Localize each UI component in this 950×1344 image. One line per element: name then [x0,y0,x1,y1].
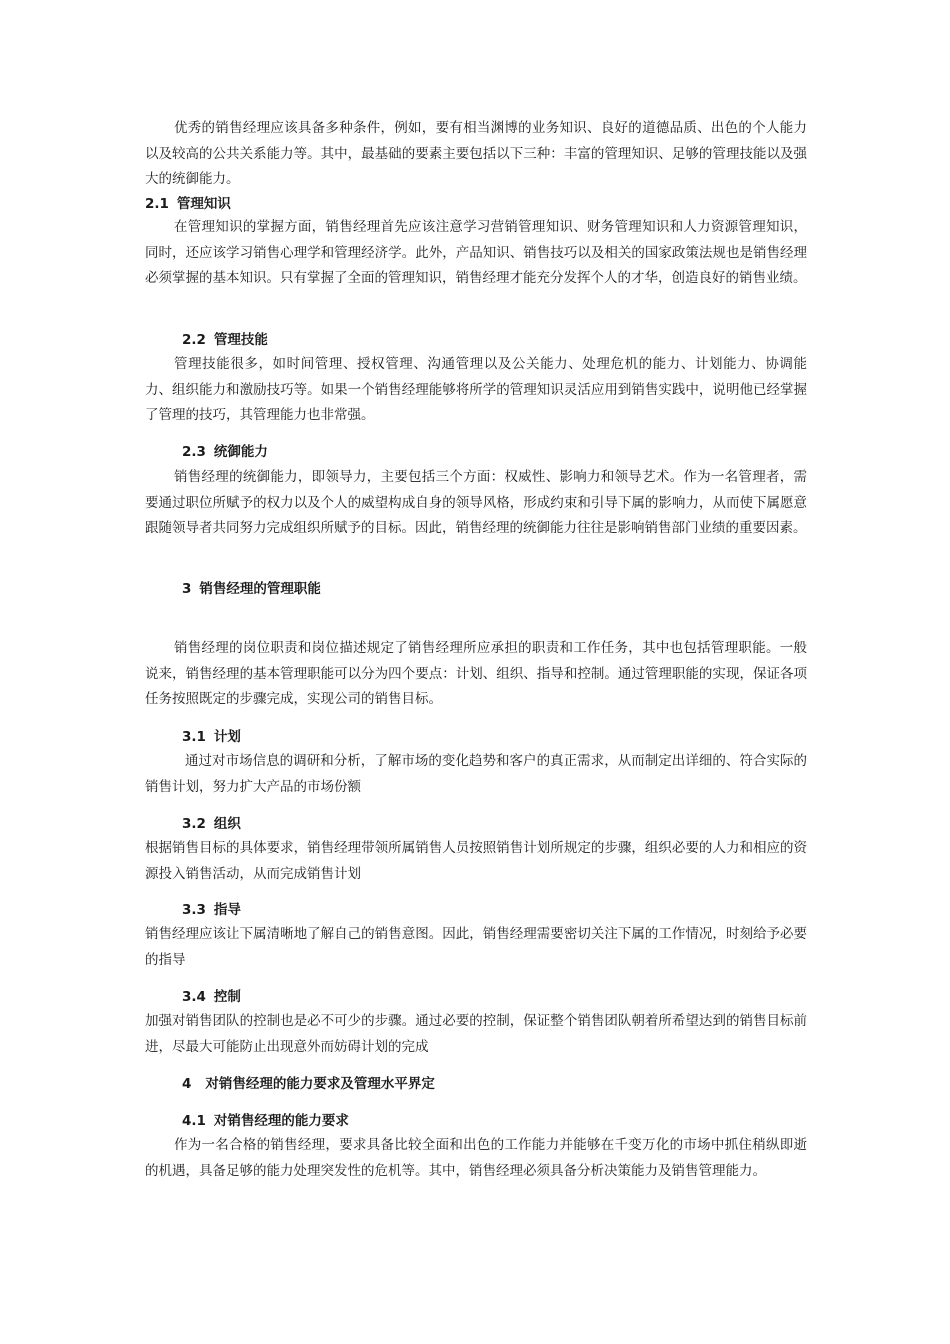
heading-4 [182,1073,435,1095]
heading-number: 3.4 [182,989,206,1005]
paragraph-3-2: 根据销售目标的具体要求，销售经理带领所属销售人员按照销售计划所规定的步骤，组织必要的人力和相应的资源投入销售活动，从而完成销售计划 [145,840,807,882]
heading-number: 3 [182,581,192,597]
paragraph-2-2: 管理技能很多，如时间管理、授权管理、沟通管理以及公关能力、处理危机的能力、计划能力、协调能力、组织能力和激励技巧等。如果一个销售经理能够将所学的管理知识灵活应用到销售实践中，说明他已经掌握了管理的技巧，其管理能力也非常强。 [145,356,807,423]
heading-2-1 [145,193,231,215]
paragraph-2-3: 销售经理的统御能力，即领导力，主要包括三个方面：权威性、影响力和领导艺术。作为一名管理者，需要通过职位所赋予的权力以及个人的威望构成自身的领导风格，形成约束和引导下属的影响力，从而使下属愿意跟随领导者共同努力完成组织所赋予的目标。因此，销售经理的统御能力往往是影响销售部门业绩的重要因素。 [145,469,807,536]
heading-3-4 [182,986,241,1008]
heading-number: 3.2 [182,816,206,832]
heading-number: 4 [182,1076,192,1092]
heading-number: 4.1 [182,1113,206,1129]
heading-title: 管理技能 [213,332,268,348]
heading-title: 管理知识 [176,196,231,212]
heading-number: 2.3 [182,444,206,460]
paragraph-3-4: 加强对销售团队的控制也是必不可少的步骤。通过必要的控制，保证整个销售团队朝着所希望达到的销售目标前进，尽最大可能防止出现意外而妨碍计划的完成 [145,1013,807,1055]
heading-2-3 [182,441,268,463]
heading-2-2 [182,329,268,351]
heading-title: 组织 [213,816,241,832]
heading-3-1 [182,726,241,748]
heading-title: 销售经理的管理职能 [199,581,321,597]
heading-3-3 [182,899,241,921]
paragraph-2-1: 在管理知识的掌握方面，销售经理首先应该注意学习营销管理知识、财务管理知识和人力资源管理知识，同时，还应该学习销售心理学和管理经济学。此外，产品知识、销售技巧以及相关的国家政策法规也是销售经理必须掌握的基本知识。只有掌握了全面的管理知识，销售经理才能充分发挥个人的才华，创造良好的销售业绩。 [145,219,807,286]
heading-3 [182,578,321,600]
paragraph-3-3: 销售经理应该让下属清晰地了解自己的销售意图。因此，销售经理需要密切关注下属的工作情况，时刻给予必要的指导 [145,926,807,968]
heading-number: 2.1 [145,196,169,212]
heading-title: 对销售经理的能力要求及管理水平界定 [205,1076,435,1092]
heading-4-1 [182,1110,349,1132]
heading-title: 对销售经理的能力要求 [213,1113,349,1129]
paragraph-3-1: 通过对市场信息的调研和分析，了解市场的变化趋势和客户的真正需求，从而制定出详细的、符合实际的销售计划，努力扩大产品的市场份额 [145,753,807,795]
heading-title: 控制 [213,989,241,1005]
paragraph-4-1: 作为一名合格的销售经理，要求具备比较全面和出色的工作能力并能够在千变万化的市场中抓住稍纵即逝的机遇，具备足够的能力处理突发性的危机等。其中，销售经理必须具备分析决策能力及销售管理能力。 [145,1137,807,1179]
heading-title: 指导 [213,902,241,918]
heading-number: 2.2 [182,332,206,348]
heading-3-2 [182,813,241,835]
intro-paragraph: 优秀的销售经理应该具备多种条件，例如，要有相当渊博的业务知识、良好的道德品质、出色的个人能力以及较高的公共关系能力等。其中，最基础的要素主要包括以下三种：丰富的管理知识、足够的管理技能以及强大的统御能力。 [145,120,807,187]
heading-number: 3.3 [182,902,206,918]
heading-number: 3.1 [182,729,206,745]
heading-title: 统御能力 [213,444,268,460]
heading-title: 计划 [213,729,241,745]
paragraph-3: 销售经理的岗位职责和岗位描述规定了销售经理所应承担的职责和工作任务，其中也包括管理职能。一般说来，销售经理的基本管理职能可以分为四个要点：计划、组织、指导和控制。通过管理职能的实现，保证各项任务按照既定的步骤完成，实现公司的销售目标。 [145,640,807,707]
